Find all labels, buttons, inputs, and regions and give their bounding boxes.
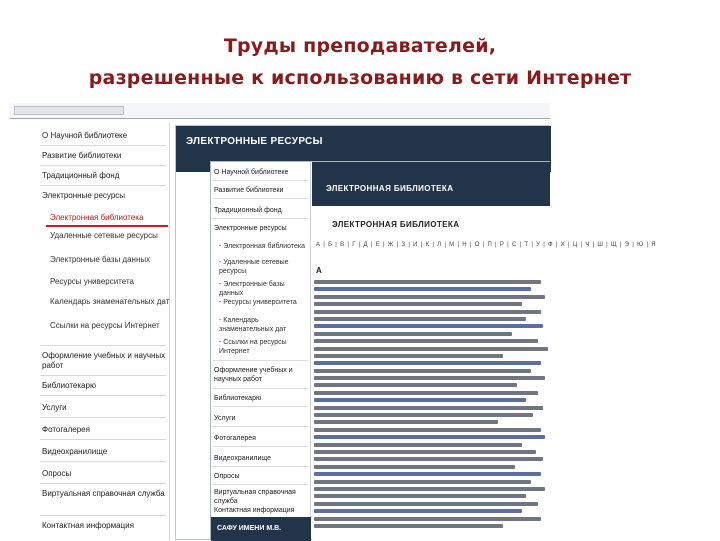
back-nav-item[interactable]: Традиционный фонд [42,171,120,180]
back-nav-item[interactable]: Удаленные сетевые ресурсы [50,231,158,240]
back-nav-item[interactable]: Видеохранилище [42,447,108,456]
front-nav-item[interactable]: - Ссылки на ресурсы Интернет [219,339,287,355]
back-nav-item[interactable]: Библиотекарю [42,381,96,390]
back-nav-item[interactable]: Развитие библиотеки [42,151,122,160]
front-nav-item[interactable]: Библиотекарю [214,395,262,402]
reference-line [314,295,545,299]
divider [40,145,166,146]
divider [40,375,166,376]
reference-line [314,280,541,284]
front-nav-item[interactable]: Электронные ресурсы [214,225,287,232]
divider [213,406,308,407]
reference-line [314,450,536,454]
reference-line [314,332,512,336]
reference-line [314,524,503,528]
reference-line [314,406,543,410]
front-page-nav [211,162,311,541]
reference-line [314,324,543,328]
front-nav-item[interactable]: Фотогалерея [214,435,256,442]
divider [40,461,166,462]
front-nav-item[interactable]: Развитие библиотеки [214,187,284,194]
mid-page-title: ЭЛЕКТРОННЫЕ РЕСУРСЫ [186,136,323,147]
reference-line [314,398,526,402]
front-nav-item[interactable]: - Удаленные сетевые ресурсы [219,259,289,275]
reference-line [314,302,522,306]
front-page [210,161,657,540]
back-nav-item[interactable]: Контактная информация [42,521,134,530]
reference-line [314,480,531,484]
divider [213,466,308,467]
reference-line [314,347,548,351]
divider [40,483,166,484]
reference-line [314,435,545,439]
front-nav-item[interactable]: Опросы [214,473,240,480]
reference-line [314,517,541,521]
back-nav-item[interactable]: Электронные ресурсы [42,191,126,200]
divider [40,165,166,166]
reference-line [314,420,498,424]
back-page-nav [36,123,170,540]
reference-line [314,391,538,395]
front-nav-item[interactable]: Услуги [214,415,236,422]
front-nav-footer [211,517,311,541]
reference-line [314,354,503,358]
front-nav-item[interactable]: - Электронные базы данных [219,281,285,297]
reference-line [314,509,522,513]
front-nav-item[interactable]: - Электронная библиотека [219,243,306,250]
front-nav-item[interactable]: О Научной библиотеке [214,169,289,176]
divider [213,426,308,427]
front-nav-footer-label: САФУ ИМЕНИ М.В. [217,525,282,532]
reference-line [314,383,517,387]
divider [213,218,308,219]
front-nav-item[interactable]: Видеохранилище [214,455,272,462]
divider [213,360,308,361]
reference-line [314,339,538,343]
divider [213,484,308,485]
screenshot-collage [10,103,657,540]
back-nav-item[interactable]: Фотогалерея [42,425,90,434]
browser-address-strip [10,103,550,119]
divider [213,388,308,389]
divider [213,198,308,199]
alphabet-index[interactable]: А | Б | В | Г | Д | Е | Ж | З | И | К | Л | М | Н | О | П | Р | С | Т | У | Ф | Х | Ц | Ч | Ш | Щ | Э | Ю | Я [316,242,657,248]
back-nav-item[interactable]: Виртуальная справочная служба [42,489,165,498]
reference-line [314,428,541,432]
back-nav-item[interactable]: Услуги [42,403,67,412]
address-bar[interactable] [14,106,124,115]
reference-line [314,361,541,365]
back-nav-item[interactable]: Ресурсы университета [50,277,134,286]
active-underline [46,225,168,227]
library-banner [312,162,550,206]
back-nav-item[interactable]: Опросы [42,469,72,478]
slide-title [0,30,720,94]
reference-line [314,487,545,491]
front-main-content [312,162,657,541]
reference-line [314,472,541,476]
section-letter: А [316,266,322,275]
library-banner-label: ЭЛЕКТРОННАЯ БИБЛИОТЕКА [326,184,454,193]
reference-line [314,369,531,373]
divider [40,345,166,346]
back-nav-item-active[interactable]: Электронная библиотека [50,213,144,222]
divider [40,515,166,516]
divider [213,180,308,181]
divider [40,417,166,418]
reference-line [314,443,522,447]
divider [213,446,308,447]
reference-line [314,502,538,506]
reference-line [314,317,526,321]
front-nav-item[interactable]: - Календарь знаменательных дат [219,317,287,333]
front-nav-item[interactable]: - Ресурсы университета [219,299,297,306]
reference-line [314,457,543,461]
back-nav-item[interactable]: Календарь знаменательных дат [50,297,170,306]
reference-line [314,465,515,469]
divider [40,185,166,186]
back-nav-item[interactable]: Оформление учебных и научных работ [42,351,166,370]
front-nav-item[interactable]: Контактная информация [214,507,295,514]
divider [40,439,166,440]
front-nav-item[interactable]: Традиционный фонд [214,207,282,214]
slide-title-line-1: Труды преподавателей, [223,35,497,57]
front-nav-item[interactable]: Виртуальная справочная служба [214,489,296,505]
front-nav-item[interactable]: Оформление учебных и научных работ [214,367,293,383]
back-nav-item[interactable]: О Научной библиотеке [42,131,128,140]
slide-title-line-2: разрешенные к использованию в сети Интернет [88,67,632,89]
reference-line [314,413,533,417]
reference-line [314,310,541,314]
back-nav-item[interactable]: Электронные базы данных [50,255,151,264]
back-nav-item[interactable]: Ссылки на ресурсы Интернет [50,321,160,330]
right-margin [553,103,720,113]
reference-list [314,280,550,531]
library-heading: ЭЛЕКТРОННАЯ БИБЛИОТЕКА [332,220,460,229]
divider [40,395,166,396]
reference-line [314,494,526,498]
reference-line [314,376,545,380]
reference-line [314,287,531,291]
